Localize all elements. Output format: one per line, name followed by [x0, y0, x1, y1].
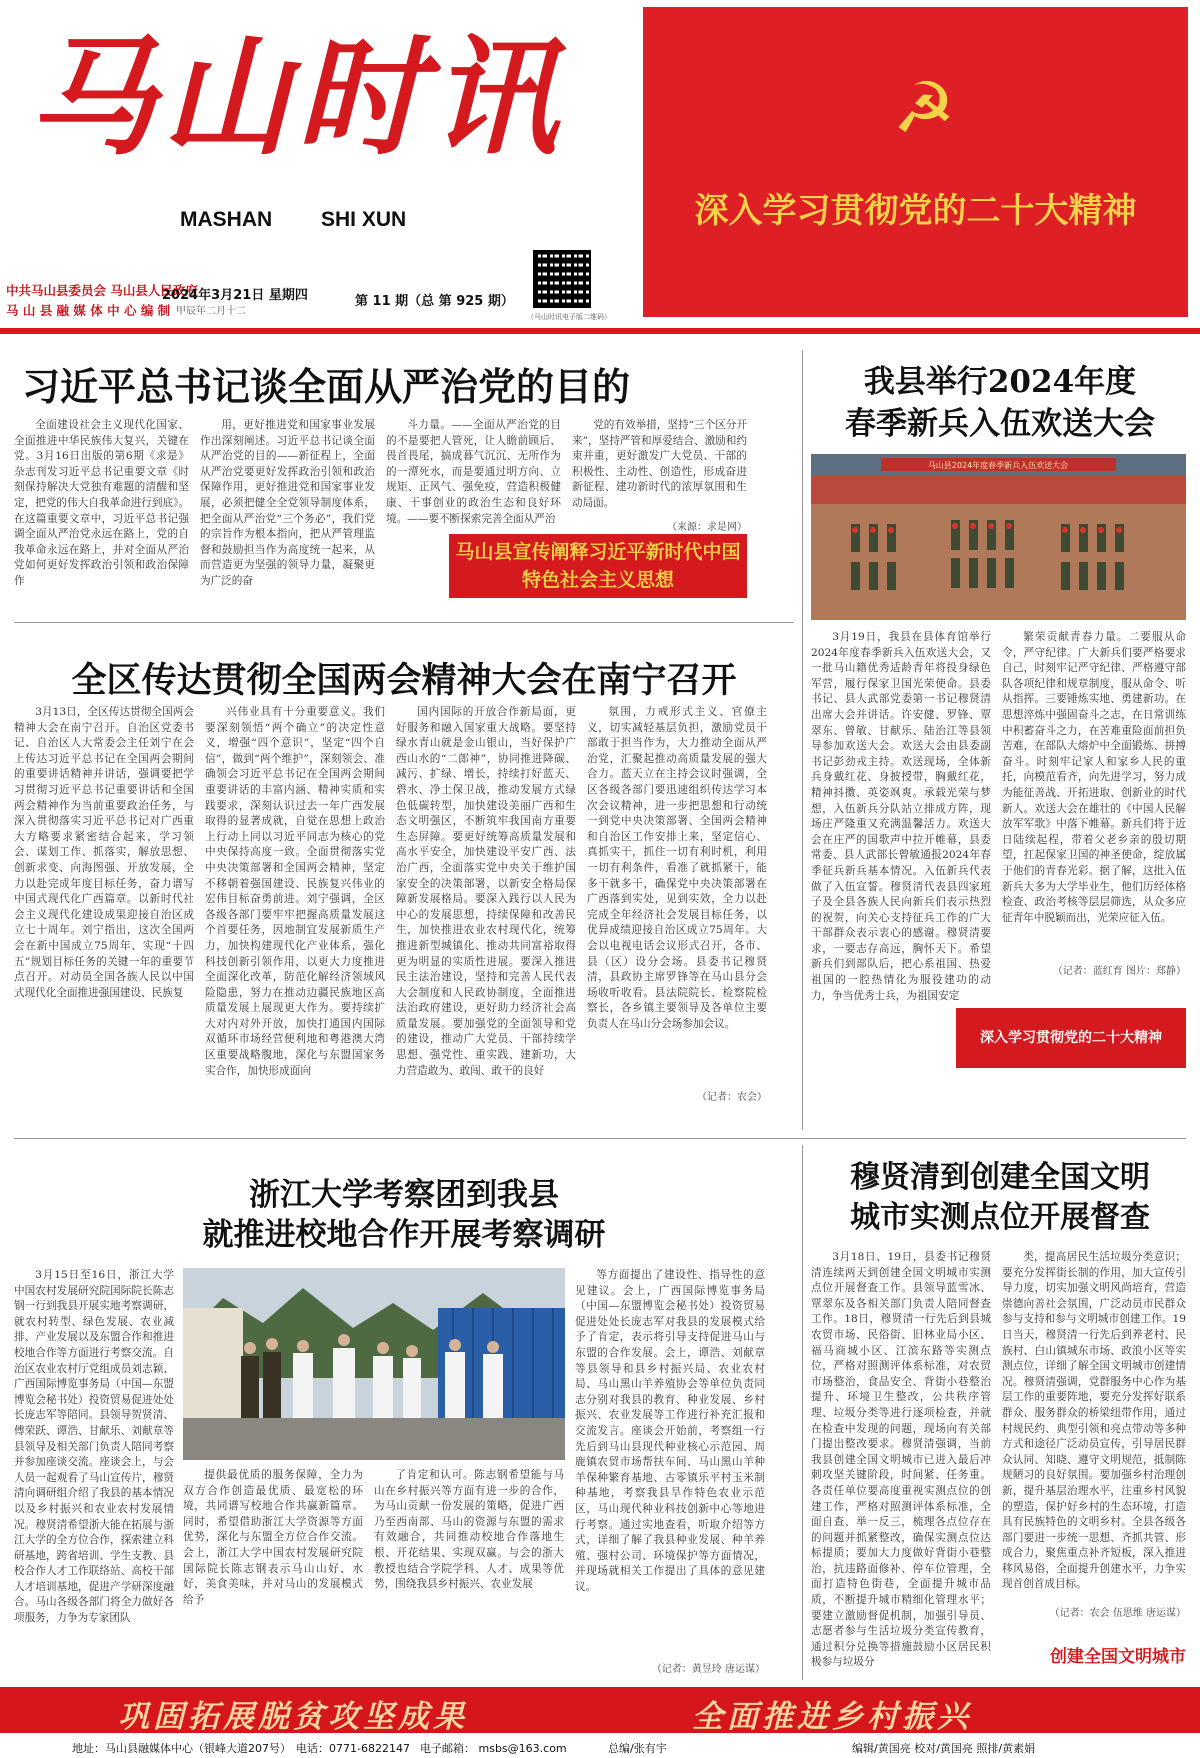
newspaper-logo: 马山时讯 [28, 23, 565, 173]
article4-title-line2[interactable]: 就推进校地合作开展考察调研 [202, 1217, 606, 1253]
article4-col-4: 等方面提出了建设性、指导性的意见建议。会上，广西国际博览事务局（中国—东盟博览会秘书处）投资贸易促进处处长庞志军对我县的发展模式给予了肯定，表示将引导支持促进马山与东盟的合作发展。会上，谭浩、刘献章等县领导和县乡村振兴局、农业农村局、马山黑山羊养殖协会等单位负责同志分别对我县的教育、种业发展、乡村振兴、农业发展等工作进行补充汇报和交流发言。座谈会开始前，考察组一行先后到马山县现代种业核心示范园、周鹿镇农贸市场帮扶车间、马山黑山羊种羊保种繁育基地、古零镇乐平村玉米制种基地，考察我县旱作特色农业示范区，马山现代种业科技创新中心等地进行考察。通过实地查看，听取介绍等方式，详细了解了我县种业发展、种羊养殖、强村公司、环境保护等方面情况，并现场就相关工作提出了具体的意见建议。 [575, 1269, 765, 1593]
logo-pinyin-shixun: SHI XUN [321, 208, 407, 231]
article5-col-2: 类，提高居民生活垃圾分类意识；要充分发挥街长制的作用，加大宣传引导力度，切实加强文明风尚培育，营造崇德向善社会氛围，广泛动员市民群众参与支持和参与文明城市创建工作。19日当天，穆贤清一行先后到养老村、民族村、白山镇城东市场、政浪小区等实测点位，详细了解全国文明城市创建情况。穆贤清强调，党群服务中心作为基层工作的重要阵地，要充分发挥好联系群众、服务群众的桥梁纽带作用，通过村规民约、典型引领和亮点带动等多种方式和途径广泛动员宣传，引导居民群众认同、知晓、遵守文明规范，抵制陈规陋习的良好氛围。要加强乡村治理创新，提升基层治理水平，注重乡村风貌的塑造，保护好乡村的生态环境，打造具有民族特色的文明乡村。全县各级各部门要进一步统一思想、齐抓共管、形成合力，聚焦重点补齐短板，深入推进移风易俗，全面提升创建水平，力争实现首创首成目标。 [1002, 1251, 1186, 1591]
article3-credit: （记者：蓝红育 图片：郑静） [1052, 966, 1186, 977]
footer-slogan-left: 巩固拓展脱贫攻坚成果 [118, 1699, 468, 1735]
promo-twentieth-congress[interactable]: 深入学习贯彻党的二十大精神 [956, 1008, 1186, 1068]
section-divider-2 [14, 1138, 1186, 1139]
article5-credit: （记者：农会 伍思维 唐运谋） [1049, 1608, 1186, 1619]
banner-slogan: 深入学习贯彻党的二十大精神 [694, 191, 1137, 231]
article3-title-line2[interactable]: 春季新兵入伍欢送大会 [845, 406, 1155, 442]
party-emblem-icon: ☭ [892, 67, 956, 149]
promo-xi-thought[interactable]: 马山县宣传阐释习近平新时代中国特色社会主义思想 [449, 534, 747, 598]
article1-col-3: 斗力量。——全面从严治党的目的不是要把人管死，让人瞻前顾后、畏首畏尾，搞成暮气沉沉、无所作为的一潭死水，而是要通过明方向、立规矩、正风气、强免疫，营造积极健康、干事创业的政治生态和良好环境。——要不断探索完善全面从严治 [386, 419, 561, 525]
footer-editors: 编辑/黄国亮 校对/黄国亮 照排/黄素娟 [852, 1742, 1036, 1755]
article2-col-2: 兴伟业具有十分重要意义。我们要深刻领悟“两个确立”的决定性意义，增强“四个意识”，坚定“四个自信”，做到“两个维护”，深刻领会、准确领会习近平总书记在全国两会期间重要讲话的丰富内涵、精神实质和实践要求，深刻认识过去一年广西发展取得的显著成就，自觉在思想上政治上行动上同以习近平同志为核心的党中央保持高度一致。全面贯彻落实党中央决策部署和全国两会精神，坚定不移朝着强国建设、民族复兴伟业的宏伟目标奋勇前进。刘宁强调，全区各级各部门要牢牢把握高质量发展这个首要任务，因地制宜发展新质生产力，加快构建现代化产业体系，强化科技创新引领作用，以更大力度推进全面深化改革，防范化解经济领域风险隐患，努力在推动边疆民族地区高质量发展上展现更大作为。要持续扩大对内对外开放，加快打通国内国际双循环市场经营便利地和粤港澳大湾区重要战略腹地，深化与东盟国家务实合作，加快形成面向 [205, 706, 385, 1077]
inspection-photo-graphic [183, 1268, 565, 1460]
article2-col-4: 氛围，力戒形式主义、官僚主义，切实减轻基层负担，激励党员干部敢于担当作为，大力推动全面从严治党，汇聚起推动高质量发展的强大合力。蓝天立在主持会议时强调，全区各级各部门要迅速组织传达学习本次会议精神，进一步把思想和行动统一到党中央决策部署、全国两会精神和自治区工作安排上来，坚定信心、真抓实干，抓住一切有利时机，利用一切有利条件，看准了就抓紧干，能多干就多干，确保党中央决策部署在广西落到实处，见到实效，全力以赴完成全年经济社会发展目标任务，以优异成绩迎接自治区成立75周年。大会以电视电话会议形式召开，各市、县（区）设分会场。县委书记穆贤清，县政协主席罗锋等在马山县分会场收听收看。县法院院长、检察院检察长，各乡镇主要领导及各单位主要负责人在马山分会场参加会议。 [587, 706, 767, 1030]
qr-caption: （马山时讯电子版二维码） [527, 313, 611, 321]
article1-credit: （来源：求是网） [667, 522, 747, 533]
footer-chief-editor: 总编/张有宇 [608, 1742, 667, 1755]
article4-title-line1[interactable]: 浙江大学考察团到我县 [249, 1177, 559, 1213]
sendoff-photo [811, 454, 1186, 620]
lunar-date: 甲辰年二月十二 [176, 306, 246, 317]
inspection-photo [183, 1268, 565, 1460]
issue-date: 2024年3月21日 星期四 [162, 288, 308, 303]
column-divider-2 [802, 1145, 803, 1680]
article3-col-2: 繁荣贡献青春力量。二要服从命令，严守纪律。广大新兵们要严格要求自己，时刻牢记严守纪律、严格遵守部队各项纪律和规章制度，服从命令、听从指挥。三要锤炼实地、勇建新功。在思想淬炼中强固奋斗之志，在日常训练中积蓄奋斗之力，在苦难重险面前担负苦难，在部队大熔炉中全面锻炼、拼搏奋斗。时刻牢记家人和家乡人民的重托，向模范看齐，向先进学习，努力成为能征善战、开拓进取、创新业的时代新人。欢送大会在雄壮的《中国人民解放军军歌》中落下帷幕。新兵们将于近日陆续起程，带着父老乡亲的殷切期望，扛起保家卫国的神圣使命，绽放属于他们的青春光彩。据了解，这批入伍新兵大多为大学毕业生，他们历经体格检查、政治考核等层层筛选，从众多应征青年中脱颖而出，光荣应征入伍。 [1002, 631, 1186, 924]
article3-col-1: 3月19日，我县在县体育馆举行2024年度春季新兵入伍欢送大会，又一批马山籍优秀适龄青年将投身绿色军营，履行保家卫国光荣使命。县委书记、县人武部党委第一书记穆贤清出席大会并讲话。许安健、罗锋、覃翠东、曾敏、甘献乐、陆治江等县领导参加欢送大会。欢送大会由县委副书记彭劲戎主持。欢送现场，全体新兵身戴红花、身披授带，胸戴红花，精神抖擞、英姿飒爽。承载光荣与梦想，入伍新兵分队站立排成方阵，现场庄严隆重又充满温馨活力。欢送大会在庄严的国歌声中拉开帷幕，县委常委、县人武部长曾敏通报2024年春季征兵新兵基本情况。入伍新兵代表做了入伍宣誓。穆贤清代表县四家班子及全县各族人民向新兵们表示热烈的祝贺，向关心支持征兵工作的广大干部群众表示衷心的感谢。穆贤清要求，一要志存高远，胸怀天下。希望新兵们到部队后，把心系祖国、热爱祖国的一腔热情化为服役建功的动力，争当优秀士兵，为祖国安定 [811, 631, 991, 1002]
article2-credit: （记者：农会） [697, 1092, 767, 1103]
footer-slogan-right: 全面推进乡村振兴 [692, 1699, 972, 1735]
article2-title[interactable]: 全区传达贯彻全国两会精神大会在南宁召开 [71, 660, 737, 701]
article4-col-1: 3月15日至16日，浙江大学中国农村发展研究院国际院长陈志钢一行到我县开展实地考察调研，就农村转型、绿色发展、农业减排、产业发展以及东盟合作和推进校地合作等方面进行考察交流。自治区农业农村厅党组成员刘志颖、广西国际博览事务局（中国—东盟博览会秘书处）投资贸易促进处处长庞志军等陪同。县领导贺贤清、傅荣跃、谭浩、甘献乐、刘献章等县领导及相关部门负责人陪同考察并参加座谈交流。座谈会上，与会人员一起观看了马山宣传片，穆贤清向调研组介绍了我县的基本情况以及乡村振兴和农业农村发展情况。穆贤清希望浙大能在拓展与浙江大学的全方位合作，探索建立科研基地，跨省培训、学生支教、县校合作人才工作联络站、高校干部人才培训基地，促进产学研深度融合。马山各级各部门将全力做好各项服务，力争为专家团队 [14, 1269, 174, 1625]
logo-pinyin-mashan: MASHAN [180, 208, 273, 231]
masthead-rule [0, 328, 1200, 334]
article5-title-line1[interactable]: 穆贤清到创建全国文明 [850, 1160, 1150, 1195]
photo-banner-text: 马山县2024年度春季新兵入伍欢送大会 [927, 461, 1069, 470]
promo-civilized-city[interactable]: 创建全国文明城市 [1050, 1647, 1186, 1667]
footer-info [0, 1736, 1200, 1758]
section-divider-1 [14, 622, 794, 623]
sendoff-photo-graphic [811, 454, 1186, 620]
article5-col-1: 3月18日、19日，县委书记穆贤清连续两天到创建全国文明城市实测点位开展督查工作。县领导蓝雪冰、覃翠东及各相关部门负责人陪同督查工作。18日，穆贤清一行先后到县城农贸市场、民俗街、旧林业局小区、福马商城小区、江滨东路等实测点位，严格对照测评体系标准，对农贸市场整治，食品安全、背街小巷整治提升、环境卫生整改，公共秩序管理、垃圾分类等进行逐项检查，并就在检查中发现的问题，现场向有关部门提出整改要求。穆贤清强调，当前我县创建全国文明城市已进入最后冲刺攻坚关键阶段，时间紧、任务重。各责任单位要高度重视实测点位的创建工作，严格对照测评体系标准，全面自查、举一反三，梳理各点位存在的问题并抓紧整改，确保实测点位达标提质；要加大力度做好背街小巷整治，抗违路面修补、停车位管理，全面打造特色街巷，全面提升城市品质，不断提升城市精细化管理水平；要建立激励督促机制，加强引导员、志愿者参与生活垃圾分类宣传教育，通过积分兑换等措施鼓励小区居民积极参与垃圾分 [811, 1251, 991, 1669]
article1-col-1: 全面建设社会主义现代化国家、全面推进中华民族伟大复兴，关键在党。3月16日出版的第6期《求是》杂志刊发习近平总书记重要文章《时刻保持解决大党独有难题的清醒和坚定，把党的伟大自我革命进行到底》。在这篇重要文章中，习近平总书记强调全面从严治党永远在路上，党的自我革命永远在路上，并对全面从严治党如何更好发挥政治引领和政治保障作 [14, 419, 189, 587]
footer-phone: 电话：0771-6822147 [296, 1742, 410, 1755]
sponsor-line-1: 中共马山县委员会 马山县人民政府 [6, 283, 198, 298]
article1-title[interactable]: 习近平总书记谈全面从严治党的目的 [22, 365, 631, 409]
sponsor-line-2: 马 山 县 融 媒 体 中 心 编 制 [6, 303, 171, 318]
article1-col-2: 用，更好推进党和国家事业发展作出深刻阐述。习近平总书记谈全面从严治党的目的——新征程上，全面从严治党要更好发挥政治引领和政治保障作用，更好推进党和国家事业发展，必须把健全全党领导制度体系，把全面从严治党“三个务必”，我们党的宗旨作为根本指向，把从严管理监督和鼓励担当作为高度统一起来，从而营造更为坚强的领导力量，凝聚更为广泛的奋 [200, 419, 375, 587]
article3-title-line1[interactable]: 我县举行2024年度 [863, 364, 1137, 400]
qr-code[interactable] [533, 250, 591, 308]
column-divider [802, 350, 803, 1130]
article5-title-line2[interactable]: 城市实测点位开展督查 [850, 1200, 1150, 1235]
footer-address: 地址：马山县融媒体中心（银峰大道207号） [72, 1742, 291, 1755]
article2-col-3: 国内国际的开放合作新局面，更好服务和融入国家重大战略。要坚持绿水青山就是金山银山，当好保护广西山水的“二郎神”，协同推进降碳、减污、扩绿、增长，持续打好蓝天、碧水、净土保卫战，推动发展方式绿色低碳转型，加快建设美丽广西和生态文明强区，不断筑牢我国南方重要生态屏障。要更好统筹高质量发展和高水平安全，加快建设平安广西、法治广西，全面落实党中央关于维护国家安全的决策部署，以新安全格局保障新发展格局。要深入践行以人民为中心的发展思想，持续保障和改善民生，加快推进农业农村现代化，统筹推进新型城镇化、推动共同富裕取得更为明显的实质性进展。要深入推进民主法治建设，坚持和完善人民代表大会制度和人民政协制度，全面推进法治政府建设，更好助力经济社会高质量发展。要加强党的全面领导和党的建设，推动广大党员、干部持续学思想、强党性、重实践、建新功，大力营造敢为、敢闯、敢干的良好 [396, 706, 576, 1077]
issue-number: 第 11 期（总 第 925 期） [355, 294, 514, 309]
article4-credit: （记者：黄昱玲 唐运谋） [651, 1664, 765, 1675]
footer-email[interactable]: 电子邮箱： msbs@163.com [420, 1742, 567, 1755]
footer-slogan-banner [0, 1687, 1200, 1733]
party-banner [643, 7, 1188, 317]
article2-col-1: 3月13日，全区传达贯彻全国两会精神大会在南宁召开。自治区党委书记、自治区人大常委会主任刘宁在会上传达习近平总书记在全国两会期间的重要讲话精神并讲话，强调要把学习贯彻习近平总书记重要讲话和全国两会精神作为当前重要政治任务，与深入贯彻落实习近平总书记对广西重大方略要求紧密结合起来，学习领会、谋划工作、抓落实，解放思想、创新求变、向海图强、开放发展，全力以赴完成年度目标任务，奋力谱写中国式现代化广西篇章。以新时代社会主义现代化建设成果迎接自治区成立七十周年。刘宁指出，这次全国两会在新中国成立75周年、实现“十四五”规划目标任务的关键一年的重要节点召开。对动员全国各族人民以中国式现代化全面推进强国建设、民族复 [14, 706, 194, 999]
article1-col-4: 党的有效举措，坚持“三个区分开来”，坚持严管和厚爱结合、激励和约束并重，更好激发广大党员、干部的积极性、主动性、创造性，形成奋进新征程、建功新时代的浓厚氛围和生动局面。 [572, 419, 747, 509]
article4-col-2: 提供最优质的服务保障，全力为双方合作创造最优质、最宽松的环境，共同谱写校地合作共赢新篇章。同时，希望借助浙江大学资源等方面优势，深化与东盟全方位合作交流。会上，浙江大学中国农村发展研究院国际院长陈志钢表示马山山好、水好，美食美味，并对马山的发展模式给予 [183, 1469, 363, 1606]
article4-col-3: 了肯定和认可。陈志钢希望能与马山在乡村振兴等方面有进一步的合作，为马山贡献一份发展的策略，促进广西乃至西南部、马山的资源与东盟的需求有效融合，共同推动校地合作落地生根、开花结果、实现双赢。与会的浙大教授也结合学院学科、人才、成果等优势，围绕我县乡村振兴、农业发展 [374, 1469, 564, 1591]
